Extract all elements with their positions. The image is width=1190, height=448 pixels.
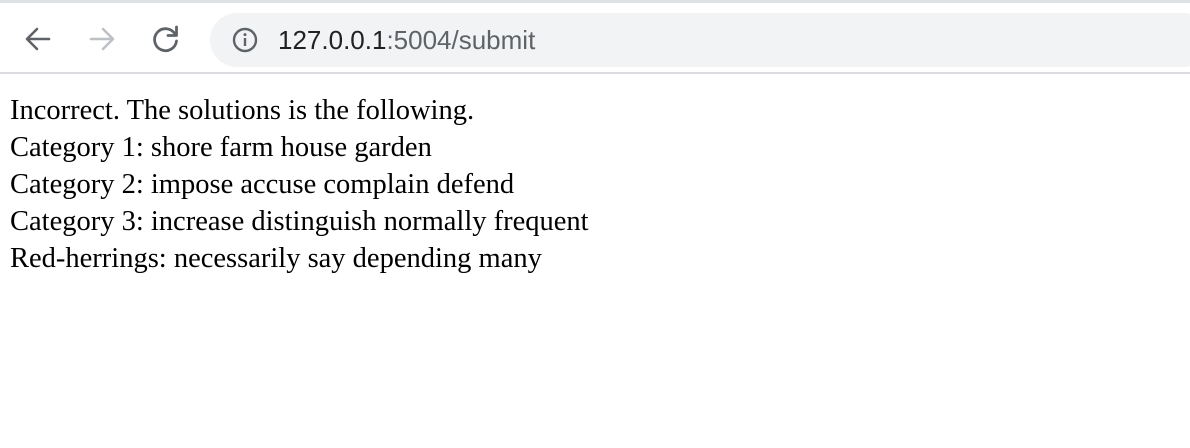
category-1-line: Category 1: shore farm house garden — [10, 132, 432, 163]
category-3-line: Category 3: increase distinguish normally frequent — [10, 206, 589, 237]
page-content — [10, 92, 589, 277]
address-bar[interactable] — [210, 13, 1190, 67]
arrow-right-icon — [87, 24, 117, 54]
forward-button[interactable] — [84, 21, 120, 57]
back-button[interactable] — [20, 21, 56, 57]
reload-button[interactable] — [148, 21, 184, 57]
info-icon[interactable] — [232, 27, 258, 53]
arrow-left-icon — [23, 24, 53, 54]
red-herrings-line: Red-herrings: necessarily say depending many — [10, 243, 542, 274]
result-message: Incorrect. The solutions is the following. — [10, 95, 475, 126]
url-text[interactable] — [278, 24, 535, 56]
url-host: 127.0.0.1 — [278, 25, 387, 55]
reload-icon — [150, 23, 182, 55]
category-2-line: Category 2: impose accuse complain defend — [10, 169, 515, 200]
url-path: :5004/submit — [386, 25, 536, 55]
browser-toolbar — [0, 0, 1190, 74]
